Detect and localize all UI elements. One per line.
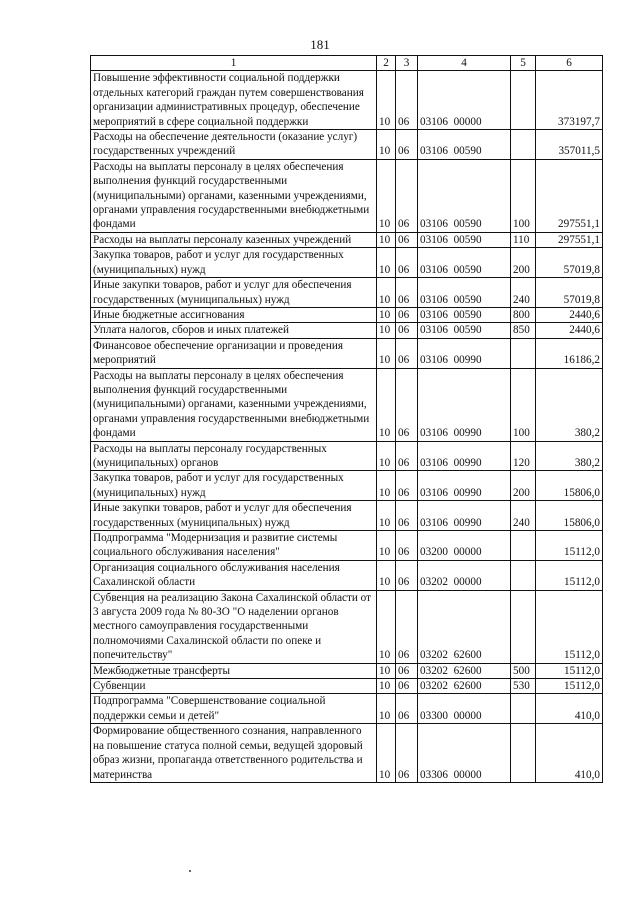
row-name: Субвенция на реализацию Закона Сахалинской области от 3 августа 2009 года № 80-ЗО "О наделении органов местного самоуправления государственными полномочиями Сахалинской области по опеке и попечительству" (91, 590, 377, 663)
row-subsection-code: 06 (396, 531, 418, 561)
row-section-code: 10 (377, 441, 396, 471)
table-row (91, 159, 603, 232)
row-target-article: 03106 00590 (418, 130, 511, 160)
row-section-code: 10 (377, 694, 396, 724)
row-name: Расходы на выплаты персоналу в целях обеспечения выполнения функций государственными (муниципальными) органами, казенными учреждениями, органами управления государственными внебюджетными фондами (91, 159, 377, 232)
table-row (91, 590, 603, 663)
row-target-article: 03106 00590 (418, 307, 511, 322)
row-subsection-code: 06 (396, 248, 418, 278)
table-row (91, 694, 603, 724)
row-expense-type: 500 (511, 663, 536, 678)
row-expense-type: 200 (511, 471, 536, 501)
row-subsection-code: 06 (396, 338, 418, 368)
table-row (91, 471, 603, 501)
row-expense-type: 110 (511, 232, 536, 247)
row-section-code: 10 (377, 471, 396, 501)
row-target-article: 03106 00590 (418, 232, 511, 247)
row-expense-type (511, 560, 536, 590)
row-name: Иные закупки товаров, работ и услуг для обеспечения государственных (муниципальных) нужд (91, 278, 377, 308)
table-row (91, 724, 603, 783)
row-section-code: 10 (377, 323, 396, 338)
row-amount: 15112,0 (536, 679, 603, 694)
table-row (91, 441, 603, 471)
row-expense-type: 120 (511, 441, 536, 471)
row-expense-type (511, 694, 536, 724)
row-name: Формирование общественного сознания, направленного на повышение статуса полной семьи, ведущей здоровый образ жизни, пропаганда ответственного родительства и материнства (91, 724, 377, 783)
row-amount: 15112,0 (536, 663, 603, 678)
row-amount: 357011,5 (536, 130, 603, 160)
row-expense-type: 530 (511, 679, 536, 694)
row-subsection-code: 06 (396, 694, 418, 724)
table-row (91, 248, 603, 278)
table-row (91, 307, 603, 322)
table-row (91, 368, 603, 441)
row-expense-type (511, 71, 536, 130)
header-col-1: 1 (91, 56, 377, 71)
row-section-code: 10 (377, 368, 396, 441)
row-expense-type (511, 130, 536, 160)
row-amount: 15112,0 (536, 590, 603, 663)
table-body (91, 71, 603, 783)
row-amount: 380,2 (536, 441, 603, 471)
table-row (91, 338, 603, 368)
row-target-article: 03202 62600 (418, 663, 511, 678)
row-subsection-code: 06 (396, 278, 418, 308)
row-amount: 57019,8 (536, 278, 603, 308)
table-row (91, 71, 603, 130)
row-target-article: 03106 00990 (418, 368, 511, 441)
row-section-code: 10 (377, 338, 396, 368)
row-section-code: 10 (377, 278, 396, 308)
row-subsection-code: 06 (396, 663, 418, 678)
row-name: Расходы на обеспечение деятельности (оказание услуг) государственных учреждений (91, 130, 377, 160)
row-section-code: 10 (377, 130, 396, 160)
table-row (91, 531, 603, 561)
table-row (91, 560, 603, 590)
row-name: Субвенции (91, 679, 377, 694)
row-target-article: 03202 62600 (418, 590, 511, 663)
row-expense-type: 100 (511, 159, 536, 232)
table-header-row (91, 56, 603, 71)
table-row (91, 663, 603, 678)
row-expense-type: 240 (511, 278, 536, 308)
row-section-code: 10 (377, 71, 396, 130)
table-row (91, 679, 603, 694)
row-name: Межбюджетные трансферты (91, 663, 377, 678)
row-name: Иные бюджетные ассигнования (91, 307, 377, 322)
row-name: Подпрограмма "Модернизация и развитие системы социального обслуживания населения" (91, 531, 377, 561)
row-section-code: 10 (377, 307, 396, 322)
row-name: Расходы на выплаты персоналу государственных (муниципальных) органов (91, 441, 377, 471)
row-amount: 15806,0 (536, 471, 603, 501)
row-expense-type (511, 590, 536, 663)
row-expense-type: 850 (511, 323, 536, 338)
row-amount: 15112,0 (536, 560, 603, 590)
row-subsection-code: 06 (396, 501, 418, 531)
header-col-4: 4 (418, 56, 511, 71)
row-section-code: 10 (377, 159, 396, 232)
row-target-article: 03106 00590 (418, 278, 511, 308)
row-subsection-code: 06 (396, 159, 418, 232)
row-subsection-code: 06 (396, 441, 418, 471)
row-subsection-code: 06 (396, 471, 418, 501)
header-col-2: 2 (377, 56, 396, 71)
row-amount: 2440,6 (536, 307, 603, 322)
row-name: Повышение эффективности социальной поддержки отдельных категорий граждан путем совершенствования организации административных процедур, обеспечение мероприятий в сфере социальной поддержки (91, 71, 377, 130)
row-name: Расходы на выплаты персоналу казенных учреждений (91, 232, 377, 247)
row-name: Финансовое обеспечение организации и проведения мероприятий (91, 338, 377, 368)
row-amount: 297551,1 (536, 232, 603, 247)
row-name: Иные закупки товаров, работ и услуг для обеспечения государственных (муниципальных) нужд (91, 501, 377, 531)
row-expense-type: 240 (511, 501, 536, 531)
table-row (91, 278, 603, 308)
row-section-code: 10 (377, 501, 396, 531)
row-target-article: 03200 00000 (418, 531, 511, 561)
row-subsection-code: 06 (396, 71, 418, 130)
header-col-3: 3 (396, 56, 418, 71)
row-subsection-code: 06 (396, 590, 418, 663)
row-target-article: 03300 00000 (418, 694, 511, 724)
page-number: 181 (310, 37, 330, 52)
row-target-article: 03106 00990 (418, 338, 511, 368)
row-name: Уплата налогов, сборов и иных платежей (91, 323, 377, 338)
row-subsection-code: 06 (396, 130, 418, 160)
row-target-article: 03202 00000 (418, 560, 511, 590)
table-row (91, 130, 603, 160)
row-section-code: 10 (377, 531, 396, 561)
row-subsection-code: 06 (396, 368, 418, 441)
header-col-6: 6 (536, 56, 603, 71)
row-subsection-code: 06 (396, 232, 418, 247)
row-name: Закупка товаров, работ и услуг для государственных (муниципальных) нужд (91, 471, 377, 501)
row-expense-type: 200 (511, 248, 536, 278)
row-amount: 15806,0 (536, 501, 603, 531)
table-row (91, 323, 603, 338)
row-subsection-code: 06 (396, 560, 418, 590)
table-row (91, 501, 603, 531)
header-col-5: 5 (511, 56, 536, 71)
row-subsection-code: 06 (396, 323, 418, 338)
row-section-code: 10 (377, 663, 396, 678)
row-amount: 16186,2 (536, 338, 603, 368)
row-section-code: 10 (377, 590, 396, 663)
row-section-code: 10 (377, 232, 396, 247)
table-row (91, 232, 603, 247)
row-section-code: 10 (377, 724, 396, 783)
scan-speck (189, 870, 191, 872)
row-target-article: 03106 00000 (418, 71, 511, 130)
row-amount: 2440,6 (536, 323, 603, 338)
row-section-code: 10 (377, 679, 396, 694)
row-amount: 15112,0 (536, 531, 603, 561)
row-amount: 410,0 (536, 724, 603, 783)
row-subsection-code: 06 (396, 307, 418, 322)
row-expense-type (511, 531, 536, 561)
row-target-article: 03106 00990 (418, 501, 511, 531)
row-target-article: 03106 00590 (418, 248, 511, 278)
budget-table (90, 55, 603, 783)
row-target-article: 03306 00000 (418, 724, 511, 783)
row-name: Организация социального обслуживания населения Сахалинской области (91, 560, 377, 590)
row-amount: 380,2 (536, 368, 603, 441)
row-section-code: 10 (377, 248, 396, 278)
row-amount: 410,0 (536, 694, 603, 724)
row-target-article: 03202 62600 (418, 679, 511, 694)
row-amount: 373197,7 (536, 71, 603, 130)
row-expense-type: 800 (511, 307, 536, 322)
row-name: Подпрограмма "Совершенствование социальной поддержки семьи и детей" (91, 694, 377, 724)
row-amount: 297551,1 (536, 159, 603, 232)
row-amount: 57019,8 (536, 248, 603, 278)
row-expense-type (511, 724, 536, 783)
row-name: Закупка товаров, работ и услуг для государственных (муниципальных) нужд (91, 248, 377, 278)
row-target-article: 03106 00590 (418, 159, 511, 232)
row-target-article: 03106 00590 (418, 323, 511, 338)
row-section-code: 10 (377, 560, 396, 590)
row-target-article: 03106 00990 (418, 441, 511, 471)
row-subsection-code: 06 (396, 724, 418, 783)
row-expense-type (511, 338, 536, 368)
row-target-article: 03106 00990 (418, 471, 511, 501)
row-name: Расходы на выплаты персоналу в целях обеспечения выполнения функций государственными (муниципальными) органами, казенными учреждениями, органами управления государственными внебюджетными фондами (91, 368, 377, 441)
row-expense-type: 100 (511, 368, 536, 441)
row-subsection-code: 06 (396, 679, 418, 694)
